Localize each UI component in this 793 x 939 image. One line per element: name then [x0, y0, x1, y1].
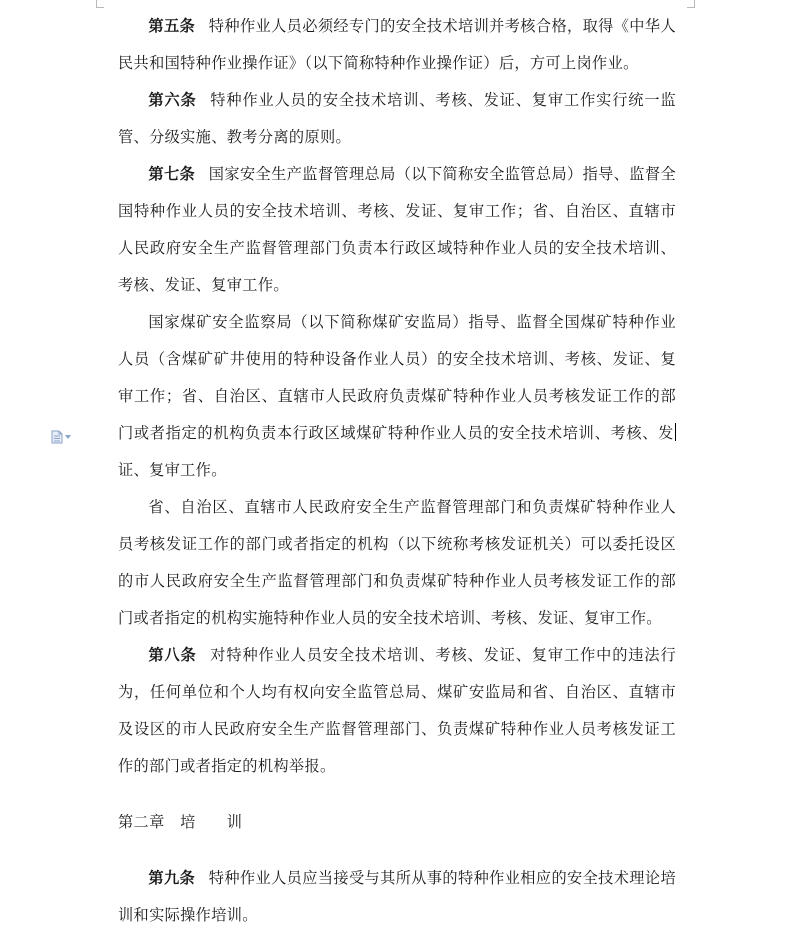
- document-body[interactable]: [118, 8, 676, 934]
- article-text: 特种作业人员必须经专门的安全技术培训并考核合格，取得《中华人民共和国特种作业操作证》（以下简称特种作业操作证）后，方可上岗作业。: [118, 17, 676, 72]
- crop-mark-top-left-h: [96, 7, 104, 8]
- article-5: [118, 8, 676, 82]
- article-label: 第七条: [148, 165, 196, 183]
- article-text: 特种作业人员的安全技术培训、考核、发证、复审工作实行统一监管、分级实施、教考分离的原则。: [118, 91, 676, 146]
- article-8: [118, 637, 676, 785]
- article-text: 省、自治区、直辖市人民政府安全生产监督管理部门和负责煤矿特种作业人员考核发证工作的部门或者指定的机构（以下统称考核发证机关）可以委托设区的市人民政府安全生产监督管理部门和负责煤矿特种作业人员考核发证工作的部门或者指定的机构实施特种作业人员的安全技术培训、考核、发证、复审工作。: [118, 498, 676, 627]
- article-text: 国家安全生产监督管理总局（以下简称安全监管总局）指导、监督全国特种作业人员的安全技术培训、考核、发证、复审工作；省、自治区、直辖市人民政府安全生产监督管理部门负责本行政区域特种作业人员的安全技术培训、考核、发证、复审工作。: [118, 165, 676, 294]
- paragraph-marker[interactable]: [51, 430, 75, 444]
- article-7: [118, 156, 676, 304]
- article-label: 第八条: [148, 646, 197, 664]
- spacer: [118, 785, 676, 804]
- chevron-down-icon: [65, 435, 71, 439]
- article-label: 第六条: [148, 91, 197, 109]
- spacer: [118, 841, 676, 860]
- article-text: 对特种作业人员安全技术培训、考核、发证、复审工作中的违法行为，任何单位和个人均有权向安全监管总局、煤矿安监局和省、自治区、直辖市及设区的市人民政府安全生产监督管理部门、负责煤矿特种作业人员考核发证工作的部门或者指定的机构举报。: [118, 646, 676, 775]
- article-label: 第九条: [148, 869, 196, 887]
- article-text: 国家煤矿安全监察局（以下简称煤矿安监局）指导、监督全国煤矿特种作业人员（含煤矿矿井使用的特种设备作业人员）的安全技术培训、考核、发证、复审工作；省、自治区、直辖市人民政府负责煤矿特种作业人员考核发证工作的部门或者指定的机构负责本行政区域煤矿特种作业人员的安全技术培训、考核、发: [118, 313, 676, 442]
- article-text-continued: 证、复审工作。: [118, 461, 227, 479]
- chapter-heading: 第二章 培 训: [118, 813, 243, 831]
- article-text: 特种作业人员应当接受与其所从事的特种作业相应的安全技术理论培训和实际操作培训。: [118, 869, 676, 924]
- article-9: [118, 860, 676, 934]
- document-icon: [51, 430, 63, 444]
- crop-mark-top-right-h: [687, 7, 695, 8]
- article-label: 第五条: [148, 17, 196, 35]
- article-7-paragraph-2: [118, 304, 676, 489]
- article-7-paragraph-3: [118, 489, 676, 637]
- text-cursor: [675, 423, 676, 441]
- article-6: [118, 82, 676, 156]
